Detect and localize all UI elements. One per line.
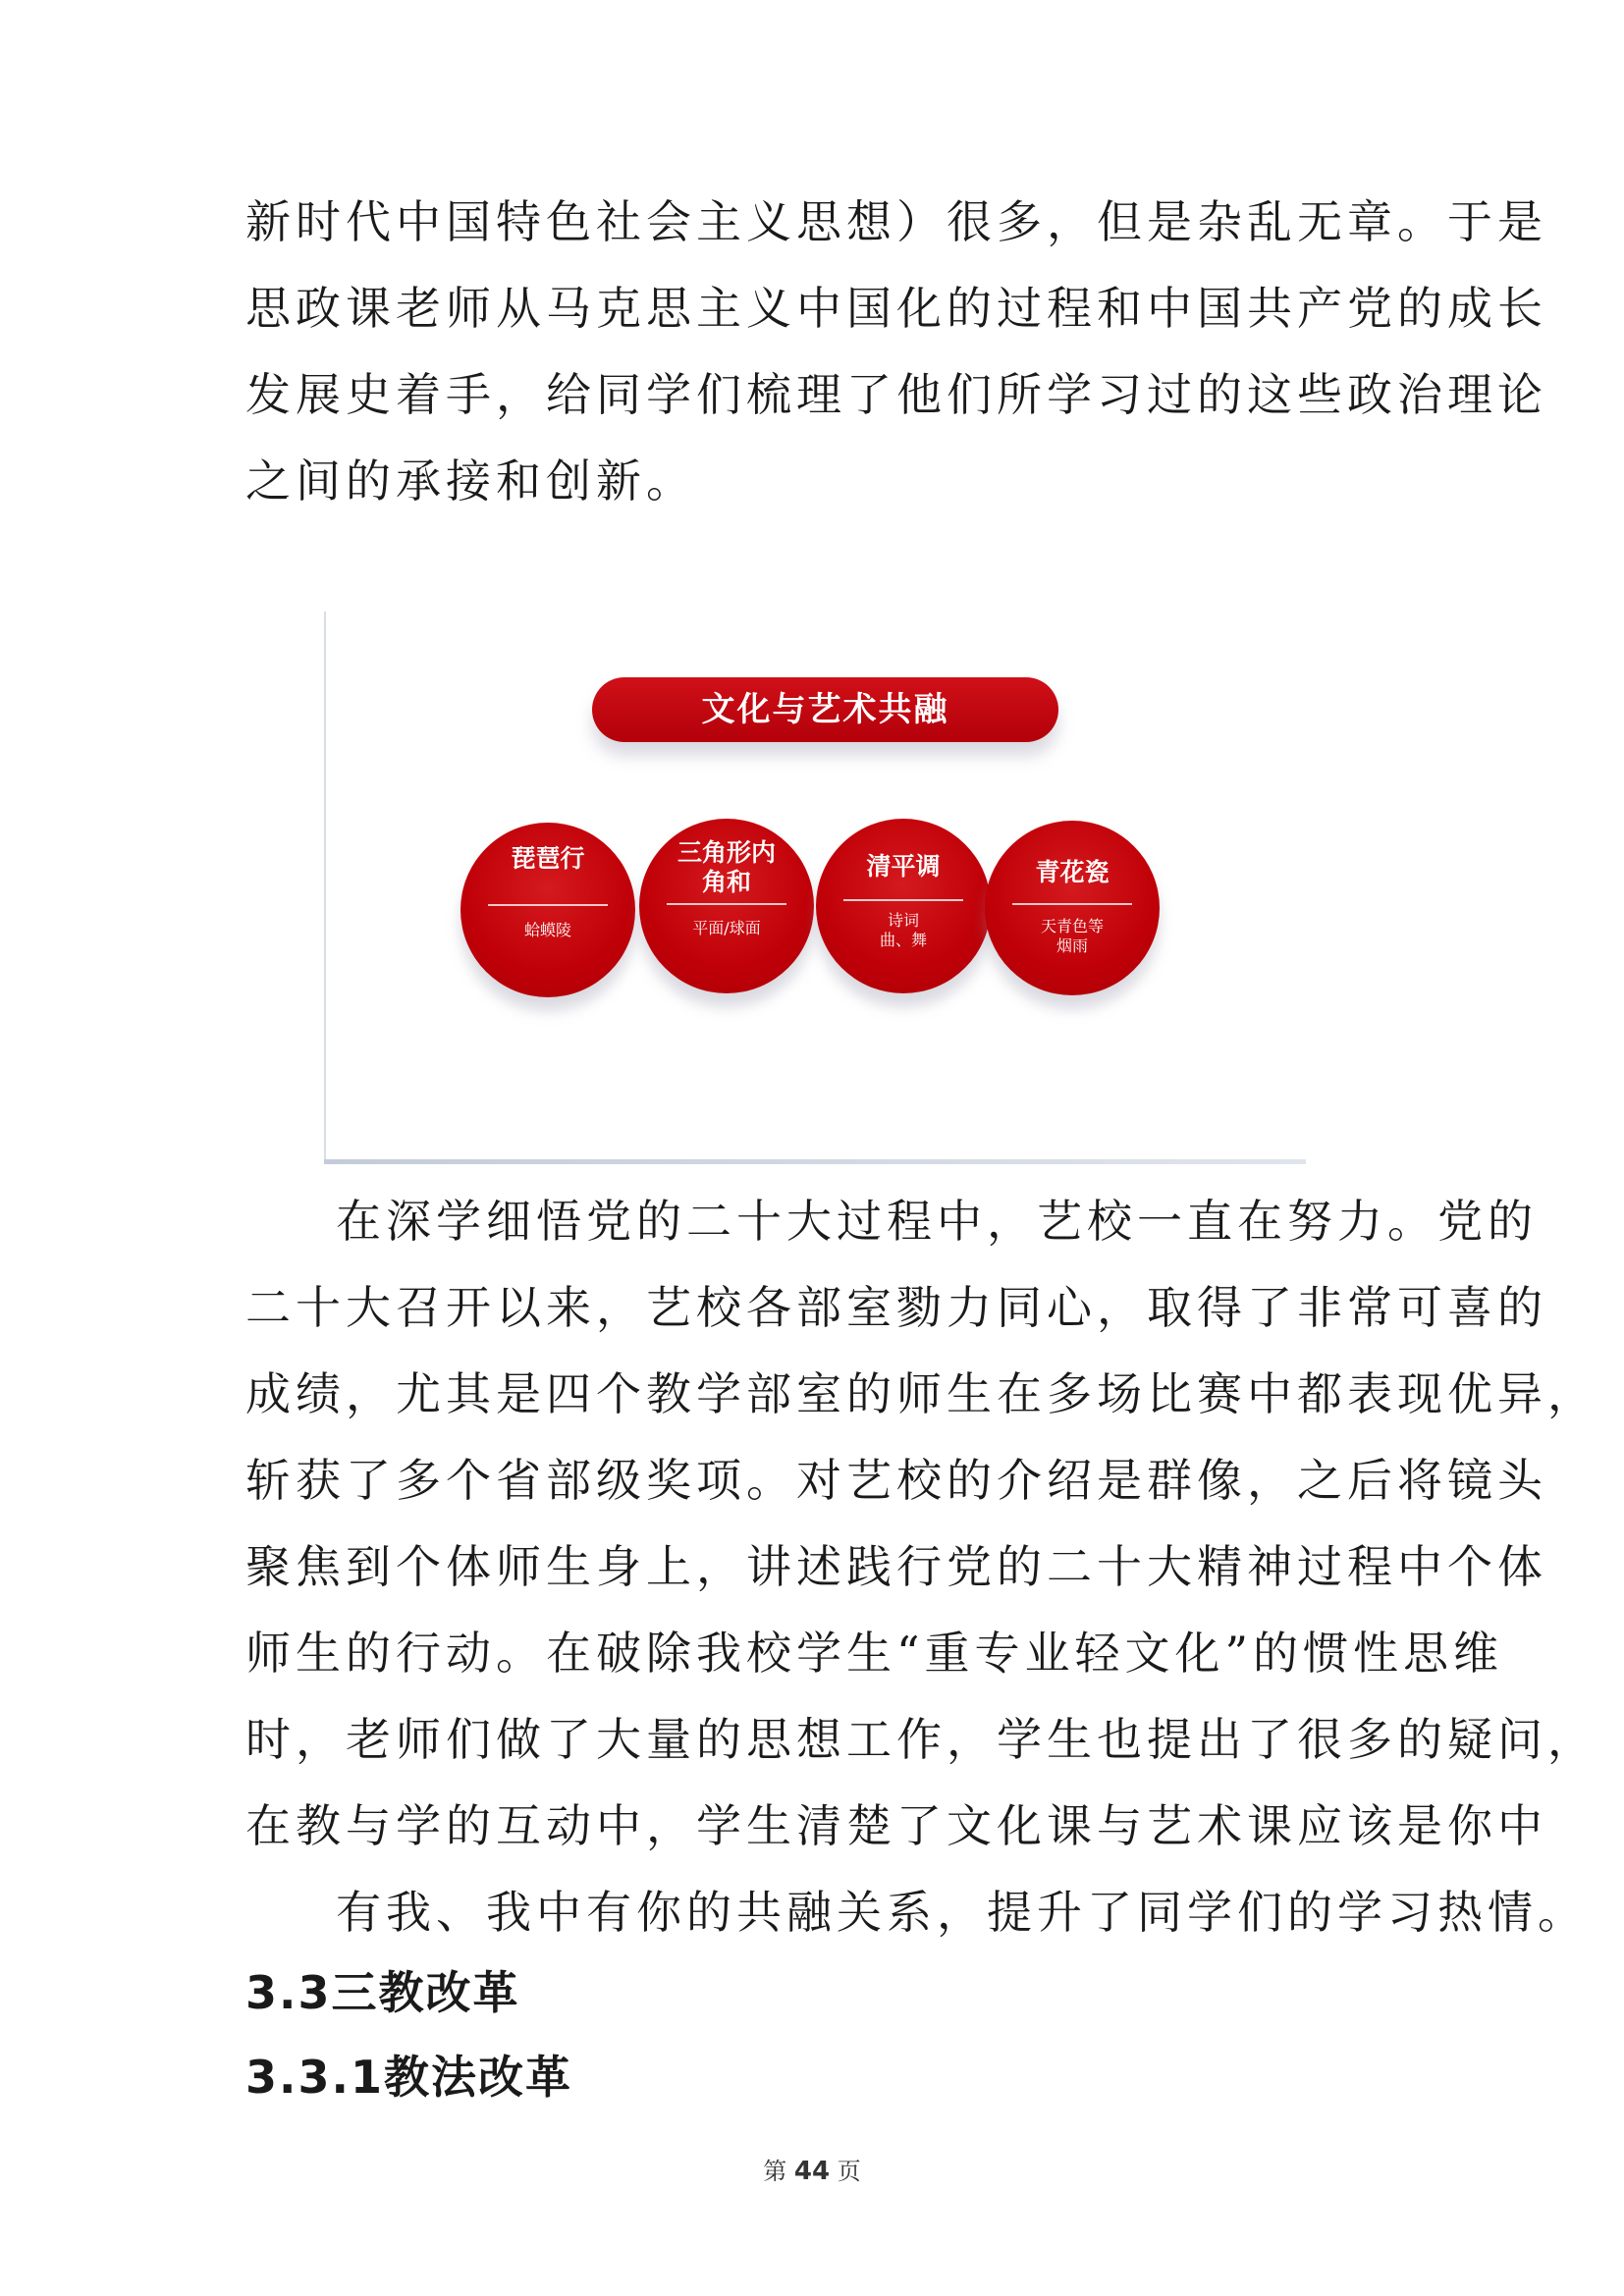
circle-pipa-xing — [460, 823, 635, 997]
figure-left-border — [324, 612, 326, 1161]
text-line: 成绩，尤其是四个教学部室的师生在多场比赛中都表现优异， — [245, 1367, 1597, 1420]
text-line: 有我、我中有你的共融关系，提升了同学们的学习热情。 — [336, 1886, 1588, 1939]
paragraph-3 — [336, 1869, 1588, 1955]
text-line: 师生的行动。在破除我校学生“重专业轻文化”的惯性思维 — [245, 1627, 1504, 1680]
figure-bottom-border — [324, 1159, 1306, 1164]
footer-suffix: 页 — [837, 2158, 861, 2185]
page-number: 44 — [793, 2157, 831, 2186]
text-line: 在教与学的互动中，学生清楚了文化课与艺术课应该是你中 — [245, 1799, 1547, 1852]
circle-divider — [1012, 903, 1132, 905]
circle-title-line: 三角形内 — [677, 838, 776, 867]
footer-prefix: 第 — [763, 2158, 787, 2185]
text-line: 思政课老师从马克思主义中国化的过程和中国共产党的成长 — [245, 282, 1547, 335]
circle-qinghua-ci — [985, 821, 1160, 995]
circle-subtitle-line: 曲、舞 — [879, 931, 927, 949]
circle-divider — [488, 904, 608, 906]
paragraph-1 — [245, 179, 1547, 524]
text-line: 斩获了多个省部级奖项。对艺校的介绍是群像，之后将镜头 — [245, 1454, 1547, 1507]
text-line: 之间的承接和创新。 — [245, 454, 696, 507]
circle-title — [639, 838, 814, 897]
heading-3-3: 3.3三教改革 — [245, 1966, 520, 2019]
text-line: 时，老师们做了大量的思想工作，学生也提出了很多的疑问， — [245, 1713, 1597, 1766]
figure-banner-title: 文化与艺术共融 — [592, 677, 1058, 742]
page-footer — [0, 2152, 1624, 2186]
circle-title: 青花瓷 — [1035, 858, 1110, 886]
text-line: 聚焦到个体师生身上，讲述践行党的二十大精神过程中个体 — [245, 1540, 1547, 1593]
circle-divider — [667, 903, 786, 905]
circle-divider — [843, 899, 963, 901]
circle-title: 清平调 — [866, 852, 941, 881]
circle-subtitle-line: 诗词 — [887, 911, 919, 930]
circle-subtitle — [816, 911, 991, 950]
circle-subtitle: 蛤蟆陵 — [523, 921, 571, 939]
heading-3-3-1: 3.3.1教法改革 — [245, 2051, 572, 2104]
text-line: 新时代中国特色社会主义思想）很多，但是杂乱无章。于是 — [245, 195, 1547, 248]
circle-subtitle-line: 烟雨 — [1056, 936, 1088, 955]
paragraph-2 — [245, 1178, 1597, 1869]
circle-subtitle — [985, 917, 1160, 956]
text-line: 发展史着手，给同学们梳理了他们所学习过的这些政治理论 — [245, 368, 1547, 421]
text-line: 二十大召开以来，艺校各部室勠力同心，取得了非常可喜的 — [245, 1281, 1547, 1334]
circle-title: 琵琶行 — [511, 844, 585, 873]
circle-subtitle-line: 天青色等 — [1040, 917, 1104, 935]
circle-qingping-diao — [816, 819, 991, 993]
text-line: 在深学细悟党的二十大过程中，艺校一直在努力。党的 — [336, 1195, 1538, 1248]
circle-subtitle: 平面/球面 — [692, 919, 761, 937]
circle-title-line: 角和 — [701, 868, 751, 896]
circle-triangle-angle-sum — [639, 819, 814, 993]
